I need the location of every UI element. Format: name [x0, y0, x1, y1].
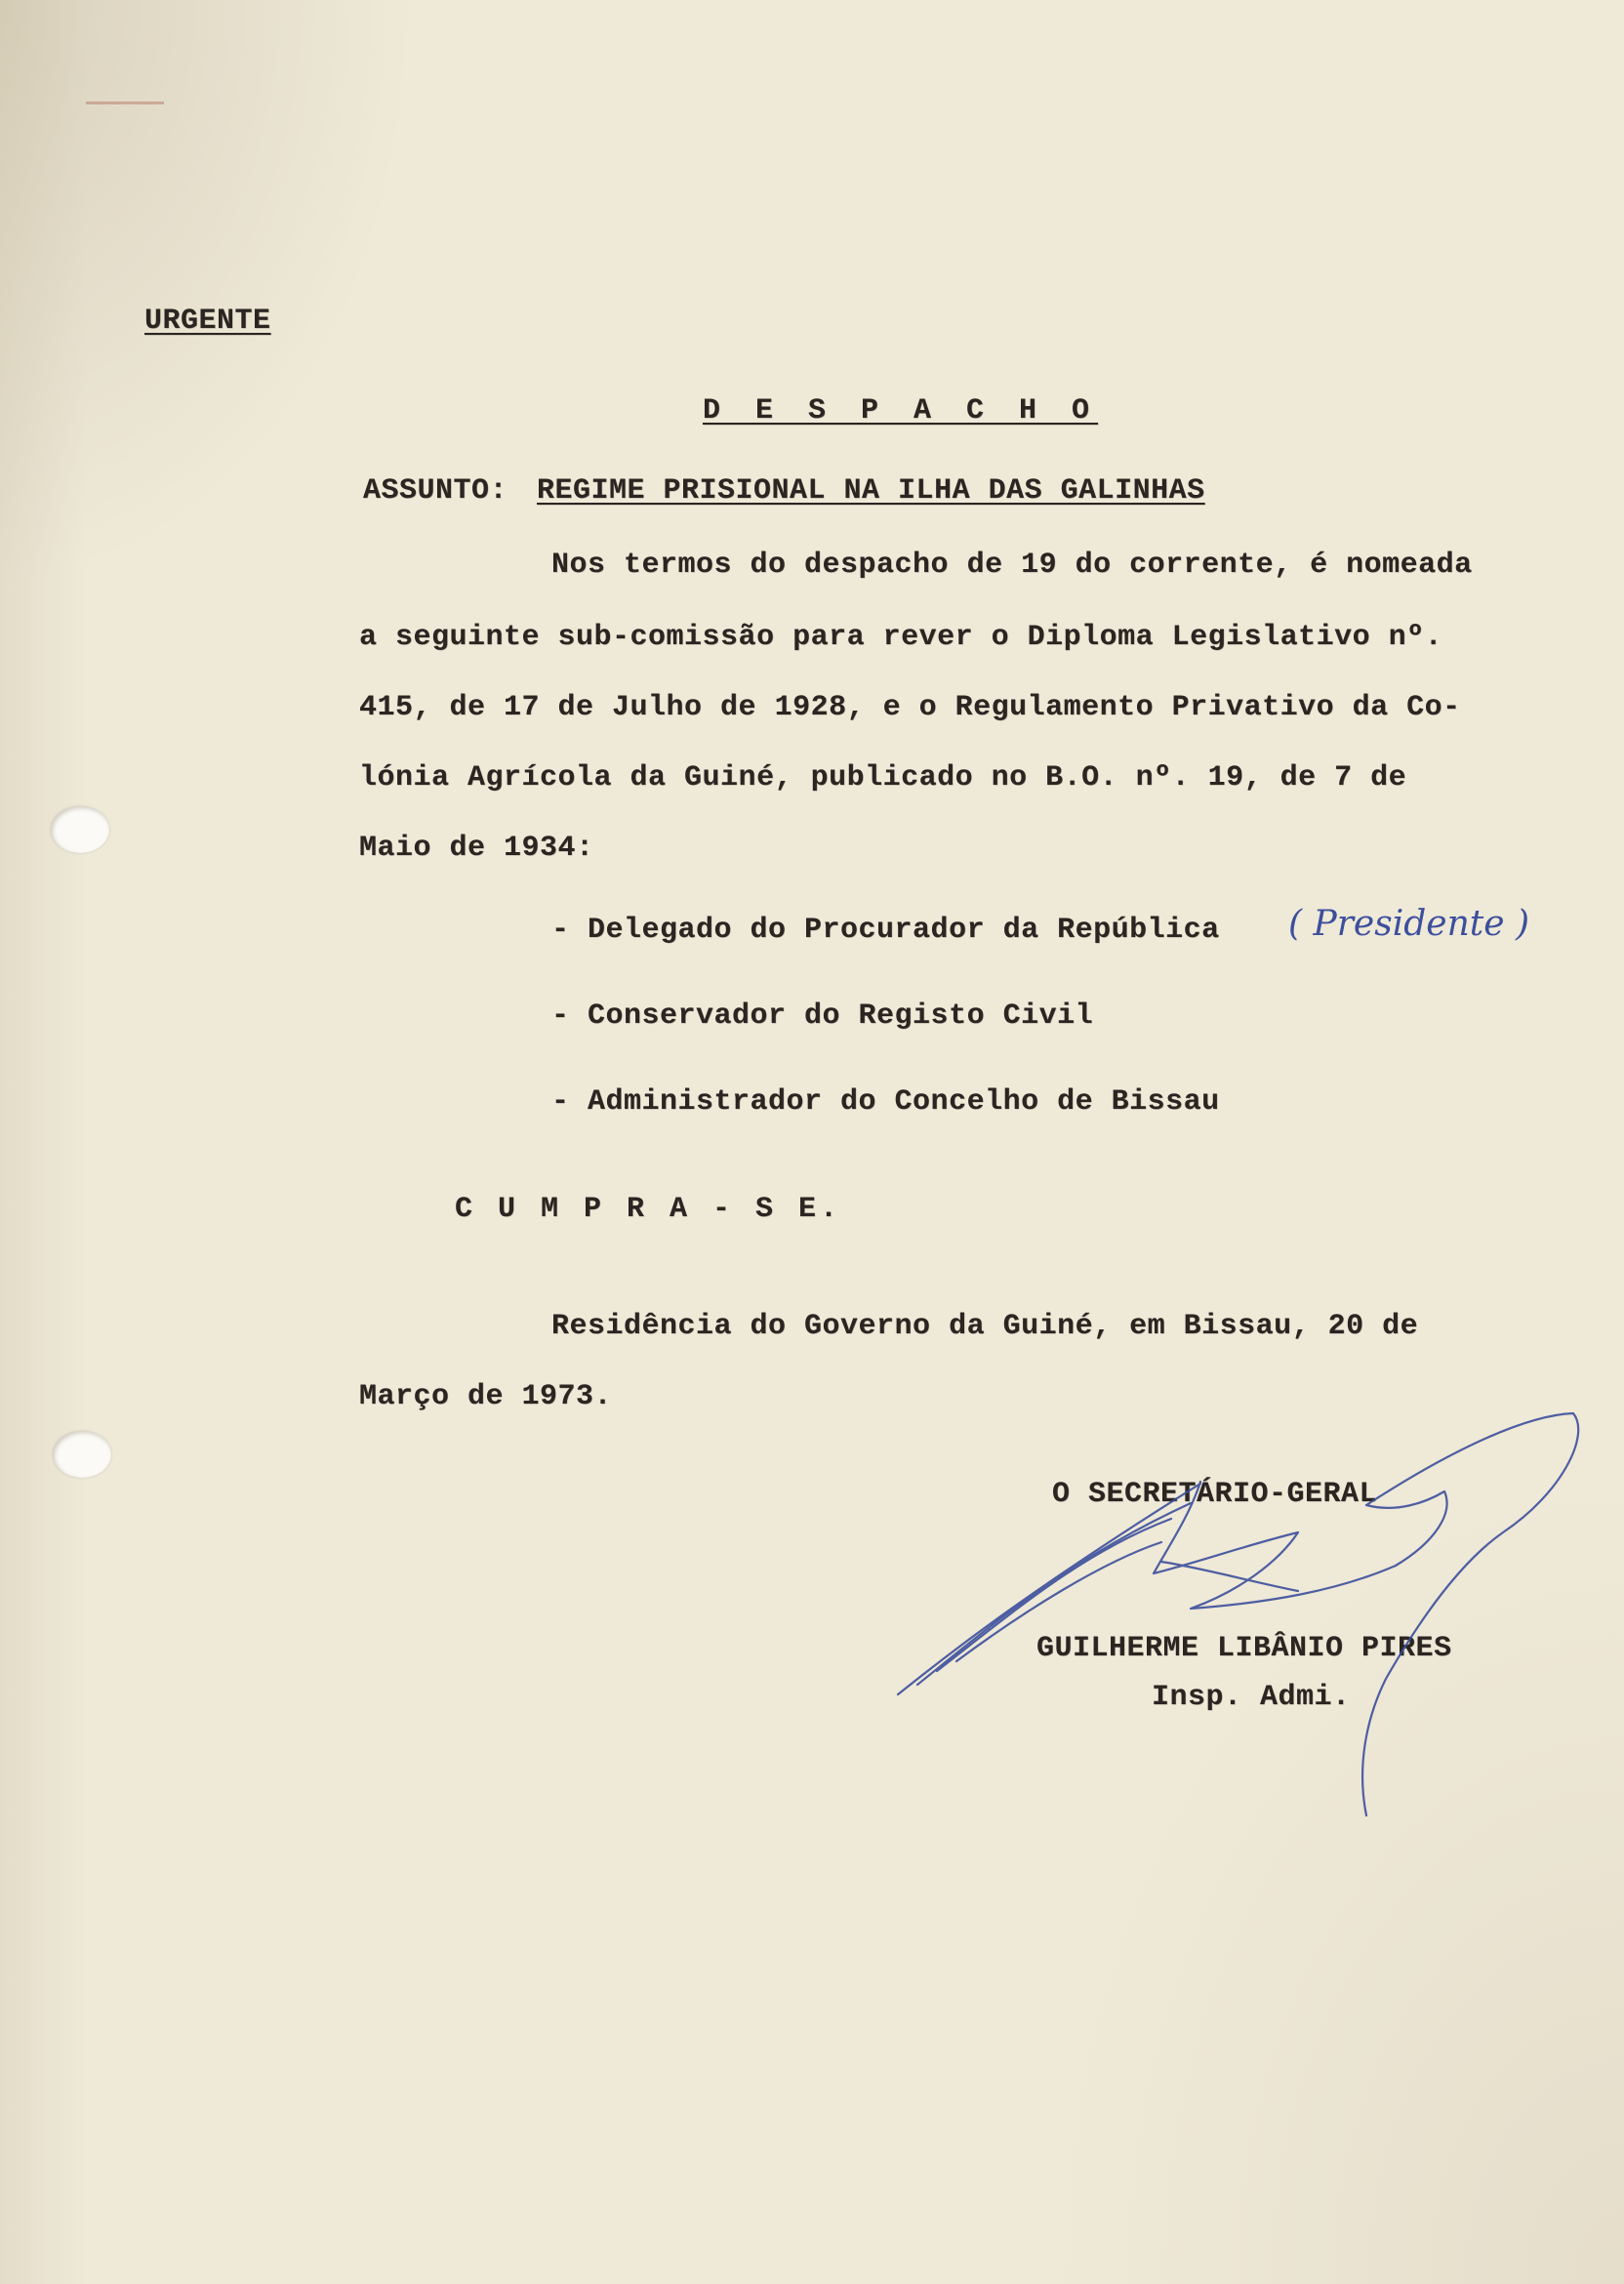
body-line-3: 415, de 17 de Julho de 1928, e o Regulamento Privativo da Co-	[359, 691, 1461, 724]
top-left-mark	[86, 102, 164, 104]
signatory-role: O SECRETÁRIO-GERAL	[1052, 1478, 1378, 1511]
member-delegado: - Delegado do Procurador da República	[551, 914, 1220, 947]
place-date-line-1: Residência do Governo da Guiné, em Bissau, 20 de	[551, 1310, 1419, 1343]
handwritten-signature	[878, 1396, 1601, 1864]
subject-text: REGIME PRISIONAL NA ILHA DAS GALINHAS	[537, 474, 1205, 508]
punch-hole-upper	[51, 806, 109, 853]
urgent-label: URGENTE	[144, 305, 271, 338]
document-title: D E S P A C H O	[703, 394, 1099, 428]
signatory-name: GUILHERME LIBÂNIO PIRES	[1036, 1632, 1452, 1665]
body-line-5: Maio de 1934:	[359, 832, 594, 865]
body-line-4: lónia Agrícola da Guiné, publicado no B.O. nº. 19, de 7 de	[359, 761, 1407, 795]
place-date-line-2: Março de 1973.	[359, 1380, 613, 1413]
handwritten-annotation: ( Presidente )	[1288, 904, 1530, 944]
signatory-title: Insp. Admi.	[1152, 1681, 1351, 1714]
punch-hole-lower	[53, 1431, 111, 1478]
member-administrador: - Administrador do Concelho de Bissau	[551, 1085, 1220, 1119]
body-line-1: Nos termos do despacho de 19 do corrente, é nomeada	[551, 549, 1473, 582]
subject-label: ASSUNTO:	[363, 474, 508, 508]
member-conservador: - Conservador do Registo Civil	[551, 999, 1094, 1033]
body-line-2: a seguinte sub-comissão para rever o Diploma Legislativo nº.	[359, 621, 1443, 654]
cumpra-se: C U M P R A - S E.	[455, 1193, 842, 1226]
